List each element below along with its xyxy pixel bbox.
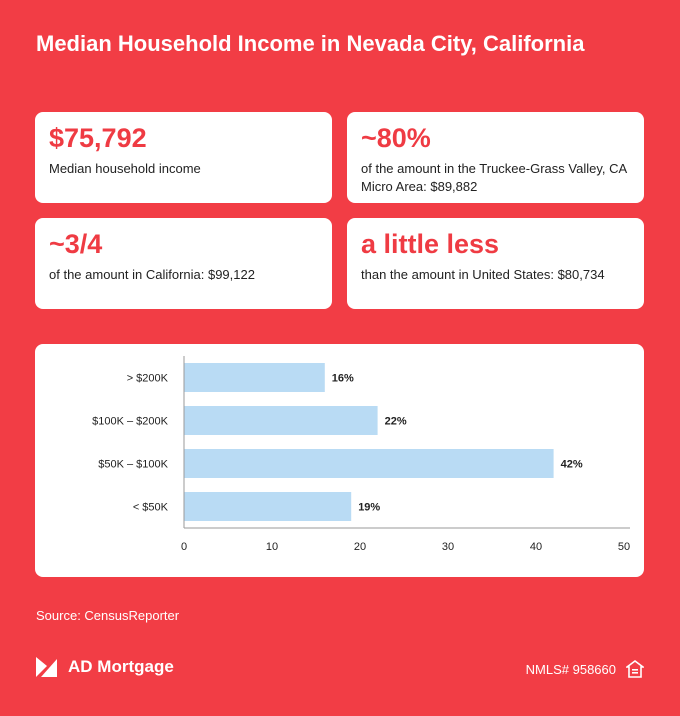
data-label: 16% xyxy=(331,372,354,385)
source-note: Source: CensusReporter xyxy=(36,608,180,623)
stat-card-median-income xyxy=(35,112,332,203)
category-label: > $200K xyxy=(126,372,168,385)
equal-housing-icon xyxy=(626,660,644,678)
page-title: Median Household Income in Nevada City, California xyxy=(36,31,585,56)
stat-value: ~3/4 xyxy=(49,229,103,259)
x-tick-label: 30 xyxy=(441,541,455,553)
stat-description: than the amount in United States: $80,734 xyxy=(361,267,605,282)
brand xyxy=(36,655,174,679)
x-tick-label: 10 xyxy=(265,541,279,553)
category-label: $100K – $200K xyxy=(92,415,168,428)
category-label: $50K – $100K xyxy=(98,458,168,471)
bar xyxy=(184,406,378,435)
nmls-info xyxy=(526,660,644,678)
x-tick-label: 50 xyxy=(617,541,631,553)
data-label: 19% xyxy=(358,501,381,514)
brand-name: AD Mortgage xyxy=(68,657,174,676)
bar-chart-svg xyxy=(35,344,644,577)
stat-description: of the amount in California: $99,122 xyxy=(49,267,255,282)
stat-value: ~80% xyxy=(361,123,431,153)
data-label: 22% xyxy=(384,415,407,428)
x-tick-label: 20 xyxy=(353,541,367,553)
bar xyxy=(184,492,351,521)
data-label: 42% xyxy=(560,458,583,471)
income-distribution-chart xyxy=(35,344,644,577)
bar xyxy=(184,363,325,392)
stat-card-united-states xyxy=(347,218,644,309)
nmls-number: NMLS# 958660 xyxy=(525,661,616,677)
bar xyxy=(184,449,554,478)
x-tick-label: 40 xyxy=(529,541,543,553)
stat-description: of the amount in the Truckee-Grass Valley, CA Micro Area: $89,882 xyxy=(361,161,627,194)
ad-mortgage-logo-icon xyxy=(36,656,58,678)
stat-card-california xyxy=(35,218,332,309)
stat-description: Median household income xyxy=(49,161,201,176)
stat-value: $75,792 xyxy=(49,123,147,153)
category-label: < $50K xyxy=(132,501,168,514)
x-tick-label: 0 xyxy=(180,541,188,553)
stat-value: a little less xyxy=(361,229,500,259)
stat-card-micro-area xyxy=(347,112,644,203)
